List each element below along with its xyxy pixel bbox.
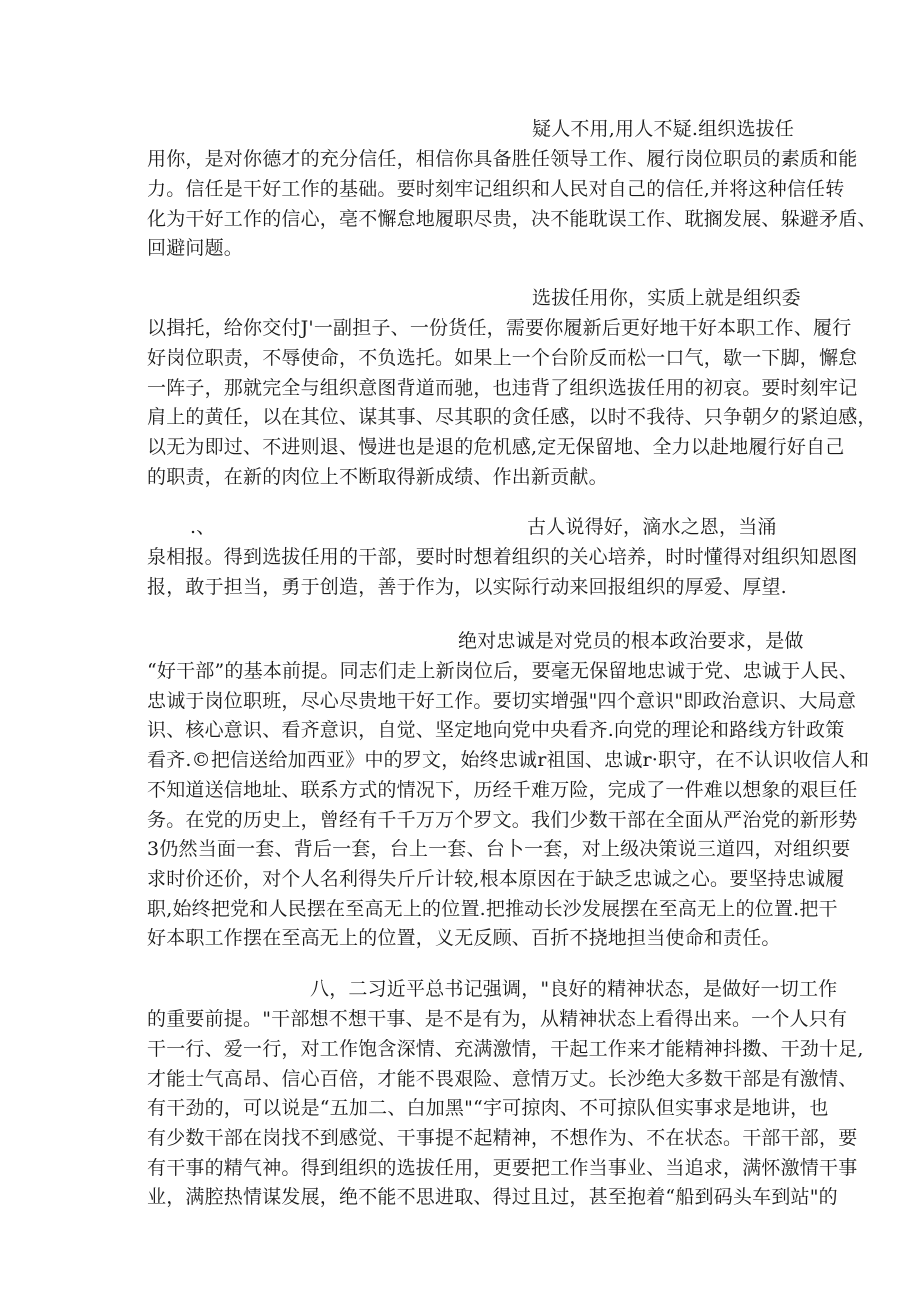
text-line: 职,始终把党和人民摆在至高无上的位置.把推动长沙发展摆在至高无上的位置.把干: [147, 898, 838, 920]
text-line: 有少数干部在岗找不到感觉、干事提不起精神，不想作为、不在状态。干部干部，要: [147, 1127, 858, 1149]
text-line: 业，满腔热情谋发展，绝不能不思进取、得过且过，甚至抱着“船到码头车到站"的: [147, 1186, 838, 1208]
text-line: 疑人不用,用人不疑.组织选拔任: [532, 118, 795, 140]
text-line: 看齐.©把信送给加西亚》中的罗文，始终忠诚r祖国、忠诚r·职守，在不认识收信人和: [147, 749, 870, 771]
text-line: 以揖托，给你交付J'一副担子、一份货任，需要你履新后更好地干好本职工作、履行: [147, 317, 852, 339]
text-line: 有干劲的，可以说是“五加二、白加黑"“宇可掠肉、不可掠队但实事求是地讲，也: [147, 1097, 829, 1119]
text-line: 干一行、爱一行，对工作饱含深情、充满激情，干起工作来才能精神抖擞、干劲十足,: [147, 1038, 864, 1060]
text-line: 求时价还价，对个人名利得失斤斤计较,根本原因在于缺乏忠诚之心。要坚持忠诚履: [147, 868, 845, 890]
text-line: 的职责，在新的肉位上不断取得新成绩、作出新贡献。: [147, 466, 608, 488]
text-line: 好本职工作摆在至高无上的位置，义无反顾、百折不挠地担当使命和责任。: [147, 927, 781, 949]
text-line: 回避问题。: [147, 237, 244, 259]
text-line: 用你，是对你德才的充分信任，相信你具备胜任领导工作、履行岗位职员的素质和能: [147, 148, 858, 170]
stray-marks: .、: [190, 516, 216, 538]
text-line: 力。信任是干好工作的基础。要时刻牢记组织和人民对自己的信任,并将这种信任转: [147, 178, 845, 200]
text-line: “好干部”的基本前提。同志们走上新岗位后，要毫无保留地忠诚于党、忠诚于人民、: [147, 660, 859, 682]
text-line: 3仍然当面一套、背后一套，台上一套、台卜一套，对上级决策说三道四，对组织要: [147, 838, 851, 860]
text-line: 务。在党的历史上，曾经有千千万万个罗文。我们少数干部在全面从严治党的新形势: [147, 809, 858, 831]
text-line: 一阵子，那就完全与组织意图背道而驰，也违背了组织选拔任用的初哀。要时刻牢记: [147, 377, 858, 399]
text-line: 绝对忠诚是对党员的根本政治要求，是做: [458, 630, 804, 652]
text-line: 有干事的精气神。得到组织的选拔任用，更要把工作当事业、当追求，满怀激情干事: [147, 1157, 858, 1179]
text-line: 肩上的黄任，以在其位、谋其事、尽其职的贪任感，以时不我待、只争朝夕的紧迫感，: [147, 406, 877, 428]
text-line: 不知道送信地址、联系方式的情况下，历经千难万险，完成了一件难以想象的艰巨任: [147, 779, 858, 801]
text-line: 以无为即过、不进则退、慢进也是退的危机感,定无保留地、全力以赴地履行好自己: [147, 436, 845, 458]
text-line: 的重要前提。"干部想不想干事、是不是有为，从精神状态上看得出来。一个人只有: [147, 1008, 848, 1030]
text-line: 选拔任用你，实质上就是组织委: [532, 287, 801, 309]
text-line: 古人说得好，滴水之恩，当涌: [527, 516, 777, 538]
text-line: 报，敢于担当，勇于创造，善于作为，以实际行动来回报组织的厚爱、厚望.: [147, 576, 787, 598]
text-line: 化为干好工作的信心，亳不懈怠地履职尽贵，决不能耽误工作、耽搁发展、躲避矛盾、: [147, 208, 877, 230]
text-line: 忠诚于岗位职班，尽心尽贵地干好工作。要切实增强"四个意识"即政治意识、大局意: [147, 690, 857, 712]
text-line: 识、核心意识、看齐意识，自觉、坚定地向党中央看齐.向党的理论和路线方针政策: [147, 719, 845, 741]
text-line: 好岗位职责，不辱使命，不负选托。如果上一个台阶反而松一口气，歇一下脚，懈怠: [147, 347, 858, 369]
text-line: 八，二习近平总书记强调，"良好的精神状态，是做好一切工作: [310, 978, 838, 1000]
text-line: 泉相报。得到选拔任用的干部，要时时想着组织的关心培养，时时懂得对组织知恩图: [147, 546, 858, 568]
text-line: 才能士气高昂、信心百倍，才能不畏艰险、意情万丈。长沙绝大多数干部是有激情、: [147, 1068, 858, 1090]
